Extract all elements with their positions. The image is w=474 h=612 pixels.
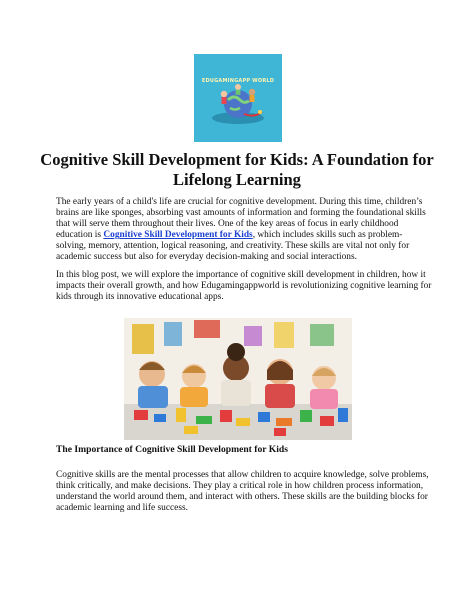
intro-text-before-link: The early years of a child's life are crucial for cognitive development. During this time, children’s brains are like sponges, absorbing vast amounts of information and forming the foundational skills that will serve them throughout their lives. One of the key areas of focus in early childhood education is [56, 197, 426, 241]
edugamingapp-logo [194, 54, 282, 142]
section-heading: The Importance of Cognitive Skill Development for Kids [56, 444, 288, 455]
children-playing-photo [124, 318, 352, 440]
logo-text: EDUGAMINGAPP WORLD [201, 78, 275, 84]
intro-text-after-link: , which includes skills such as problem-solving, memory, attention, logical reasoning, and creativity. These skills are vital not only for academic success but also for everyday decision-making and social interactions. [56, 230, 410, 263]
second-paragraph: In this blog post, we will explore the importance of cognitive skill development in children, how it impacts their overall growth, and how Edugamingappworld is revolutionizing cognitive learning for kids through its innovative educational apps. [56, 270, 432, 303]
children-on-globe-logo-icon [194, 54, 282, 142]
children-playing-with-blocks-photo-icon [124, 318, 352, 440]
cognitive-skill-link[interactable]: Cognitive Skill Development for Kids [103, 230, 253, 241]
section-body-paragraph: Cognitive skills are the mental processes that allow children to acquire knowledge, solve problems, think critically, and make decisions. They play a critical role in how children process information, understand the world around them, and interact with others. These skills are the building blocks for academic learning and life success. [56, 470, 429, 514]
intro-paragraph [56, 197, 432, 264]
page-title: Cognitive Skill Development for Kids: A Foundation for Lifelong Learning [40, 150, 434, 189]
